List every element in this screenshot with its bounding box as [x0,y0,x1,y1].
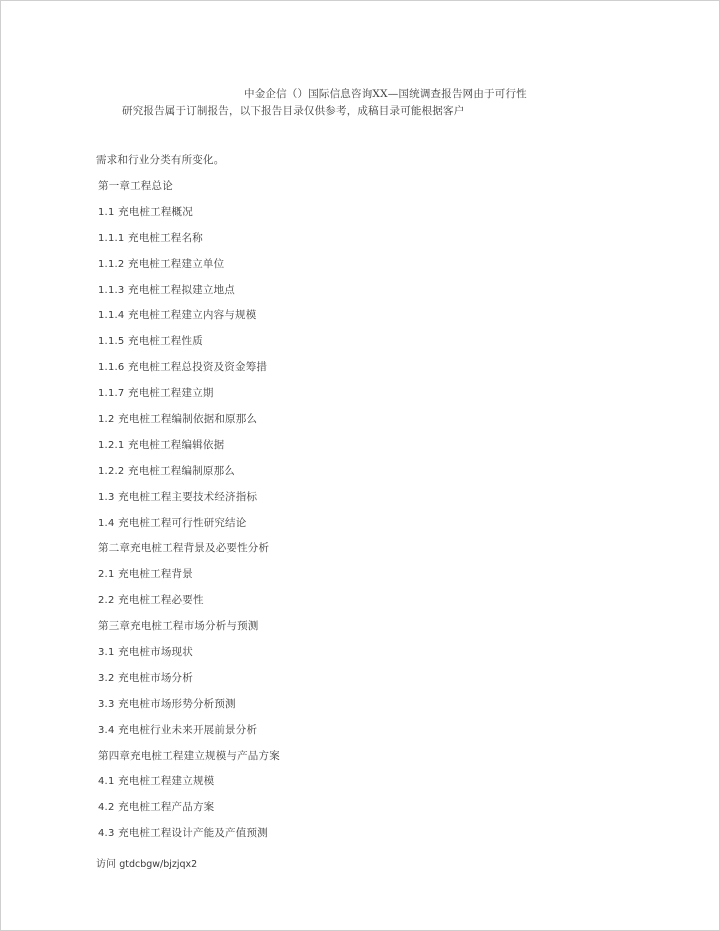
toc-item [98,620,280,646]
toc-item-title: 充电桩工程编制依据和原那么 [118,413,258,426]
toc-item-number: 4.3 [98,828,115,840]
toc-item [98,801,280,827]
toc-item-number: 1.1.1 [98,232,125,244]
toc-item-number: 1.1.2 [98,258,125,270]
toc-item-title: 第三章充电桩工程市场分析与预测 [98,620,259,633]
toc-item-title: 充电桩工程建立期 [128,387,214,400]
toc-item [98,335,280,361]
toc-item [98,258,280,284]
toc-item-number: 1.2.1 [98,439,125,451]
toc-item-title: 充电桩工程性质 [128,335,203,348]
intro-line-2: 研究报告属于订制报告，以下报告目录仅供参考，成稿目录可能根据客户 [122,105,465,117]
toc-item-title: 充电桩工程编辑依据 [128,438,225,451]
table-of-contents [98,180,280,853]
intro-line-1: 中金企信（）国际信息咨询XX—国统调查报告网由于可行性 [244,88,527,100]
toc-item-title: 充电桩工程可行性研究结论 [118,516,247,529]
toc-item [98,387,280,413]
toc-item-number: 1.1.3 [98,284,125,296]
toc-item [98,361,280,387]
toc-item-title: 充电桩工程建立单位 [128,257,225,270]
toc-item-number: 3.2 [98,672,115,684]
toc-item [98,180,280,206]
toc-item-number: 2.2 [98,595,115,607]
toc-item [98,827,280,853]
toc-item [98,309,280,335]
toc-item-title: 充电桩工程设计产能及产值预测 [118,827,268,840]
toc-item-number: 1.3 [98,491,115,503]
toc-item-number: 1.1.5 [98,336,125,348]
toc-item-title: 充电桩工程背景 [118,568,193,581]
toc-item-title: 充电桩工程编制原那么 [128,464,235,477]
toc-item-title: 充电桩市场现状 [118,646,193,659]
toc-item-number: 1.2 [98,414,115,426]
toc-item [98,672,280,698]
toc-item [98,206,280,232]
toc-item [98,465,280,491]
toc-item [98,775,280,801]
toc-item-number: 1.1 [98,206,115,218]
toc-item-number: 1.1.7 [98,388,125,400]
toc-item [98,594,280,620]
toc-item [98,413,280,439]
toc-item-title: 第四章充电桩工程建立规模与产品方案 [98,749,280,762]
toc-item-number: 2.1 [98,569,115,581]
toc-item-title: 充电桩市场分析 [118,671,193,684]
toc-item [98,439,280,465]
footer-label: 访问 [96,859,116,870]
toc-item [98,491,280,517]
toc-item [98,542,280,568]
toc-item-number: 1.1.4 [98,310,125,322]
toc-item [98,232,280,258]
intro-line-3: 需求和行业分类有所变化。 [96,154,225,166]
toc-item-number: 1.1.6 [98,362,125,374]
toc-item-number: 4.1 [98,776,115,788]
footer [96,855,197,870]
toc-item-title: 充电桩行业未来开展前景分析 [118,723,258,736]
toc-item-title: 第一章工程总论 [98,180,173,192]
toc-item-number: 4.2 [98,802,115,814]
toc-item-title: 充电桩市场形势分析预测 [118,697,236,710]
toc-item-number: 1.2.2 [98,465,125,477]
toc-item-title: 充电桩工程概况 [118,205,193,218]
toc-item [98,517,280,543]
toc-item [98,284,280,310]
toc-item [98,646,280,672]
toc-item-title: 充电桩工程主要技术经济指标 [118,490,258,503]
toc-item-title: 第二章充电桩工程背景及必要性分析 [98,542,270,555]
toc-item-number: 3.3 [98,698,115,710]
toc-item-title: 充电桩工程名称 [128,231,203,244]
toc-item [98,698,280,724]
toc-item-number: 3.1 [98,647,115,659]
toc-item-title: 充电桩工程总投资及资金筹措 [128,361,268,374]
footer-url[interactable]: gtdcbgw/bjzjqx2 [119,859,198,870]
toc-item-title: 充电桩工程拟建立地点 [128,283,235,296]
toc-item [98,724,280,750]
toc-item [98,750,280,776]
toc-item-number: 3.4 [98,724,115,736]
toc-item-title: 充电桩工程建立规模 [118,775,215,788]
toc-item-title: 充电桩工程产品方案 [118,801,215,814]
toc-item [98,568,280,594]
toc-item-number: 1.4 [98,517,115,529]
toc-item-title: 充电桩工程建立内容与规模 [128,309,257,322]
toc-item-title: 充电桩工程必要性 [118,594,204,607]
